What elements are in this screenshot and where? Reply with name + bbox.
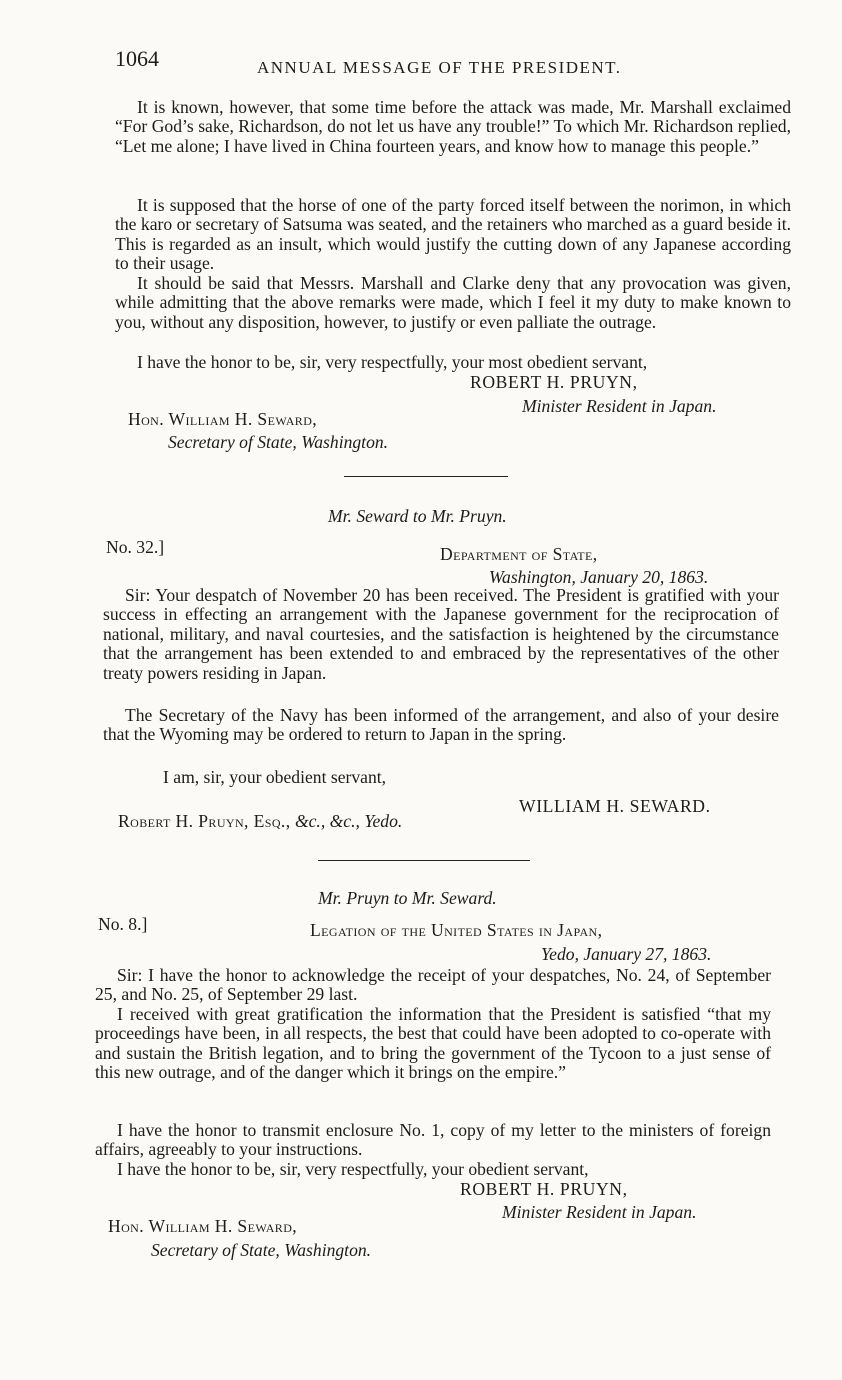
letter2-addressee: Robert H. Pruyn, Esq., (118, 811, 291, 831)
section-divider-1 (344, 476, 508, 477)
letter3-office: Legation of the United States in Japan, (310, 920, 603, 940)
letter3-paragraph-1: Sir: I have the honor to acknowledge the receipt of your despatches, No. 24, of September 25, and No. 25, of September 29 last. (95, 965, 771, 1005)
letter1-signature: ROBERT H. PRUYN, (470, 372, 638, 392)
letter3-heading: Mr. Pruyn to Mr. Seward. (318, 888, 497, 908)
running-title: ANNUAL MESSAGE OF THE PRESIDENT. (257, 58, 622, 77)
section-divider-2 (318, 860, 530, 861)
letter2-number: No. 32.] (106, 537, 165, 557)
letter2-closing: I am, sir, your obedient servant, (163, 767, 387, 787)
letter1-paragraph-1: It is known, however, that some time before the attack was made, Mr. Marshall exclaimed “For God’s sake, Richardson, do not let us have any trouble!” To which Mr. Richardson replied, “Let me alone; I have lived in China fourteen years, and know how to manage this people.” (115, 97, 791, 156)
letter2-addressee-line (118, 811, 402, 831)
letter3-paragraph-3: I have the honor to transmit enclosure No. 1, copy of my letter to the ministers of foreign affairs, agreeably to your instructions. (95, 1120, 771, 1160)
letter3-addressee-title: Secretary of State, Washington. (151, 1240, 372, 1260)
letter2-addressee-rest: &c., &c., Yedo. (294, 811, 403, 831)
letter3-number: No. 8.] (98, 914, 148, 934)
letter3-place-date: Yedo, January 27, 1863. (541, 944, 712, 964)
letter1-paragraph-2: It is supposed that the horse of one of the party forced itself between the norimon, in which the karo or secretary of Satsuma was seated, and the retainers who marched as a guard beside it. This is regarded as an insult, which would justify the cutting down of any Japanese according to their usage. (115, 195, 791, 274)
letter3-signature: ROBERT H. PRUYN, (460, 1179, 628, 1199)
page-header (115, 46, 775, 80)
letter2-paragraph-1: Sir: Your despatch of November 20 has been received. The President is gratified with your success in effecting an arrangement with the Japanese government for the reciprocation of national, military, and naval courtesies, and the satisfaction is heightened by the circumstance that the arrangement has been extended to and embraced by the representatives of the other treaty powers residing in Japan. (103, 585, 779, 683)
letter2-place-date: Washington, January 20, 1863. (489, 567, 709, 587)
letter3-closing: I have the honor to be, sir, very respectfully, your obedient servant, (117, 1159, 589, 1179)
letter2-paragraph-2: The Secretary of the Navy has been informed of the arrangement, and also of your desire that the Wyoming may be ordered to return to Japan in the spring. (103, 705, 779, 745)
letter1-addressee: Hon. William H. Seward, (128, 409, 318, 429)
letter1-closing: I have the honor to be, sir, very respectfully, your most obedient servant, (137, 352, 648, 372)
letter2-heading: Mr. Seward to Mr. Pruyn. (328, 506, 507, 526)
letter2-office: Department of State, (440, 544, 598, 564)
letter2-signature: WILLIAM H. SEWARD. (519, 796, 711, 816)
letter1-signature-title: Minister Resident in Japan. (522, 396, 717, 416)
letter3-paragraph-2: I received with great gratification the information that the President is satisfied “that my proceedings have been, in all respects, the best that could have been adopted to co-operate with and sustain the British legation, and to bring the government of the Tycoon to a just sense of this new outrage, and of the danger which it brings on the empire.” (95, 1004, 771, 1083)
letter3-signature-title: Minister Resident in Japan. (502, 1202, 697, 1222)
letter1-paragraph-3: It should be said that Messrs. Marshall and Clarke deny that any provocation was given, while admitting that the above remarks were made, which I feel it my duty to make known to you, without any disposition, however, to justify or even palliate the outrage. (115, 273, 791, 332)
letter1-addressee-title: Secretary of State, Washington. (168, 432, 389, 452)
letter3-addressee: Hon. William H. Seward, (108, 1216, 298, 1236)
page-number: 1064 (115, 46, 159, 71)
